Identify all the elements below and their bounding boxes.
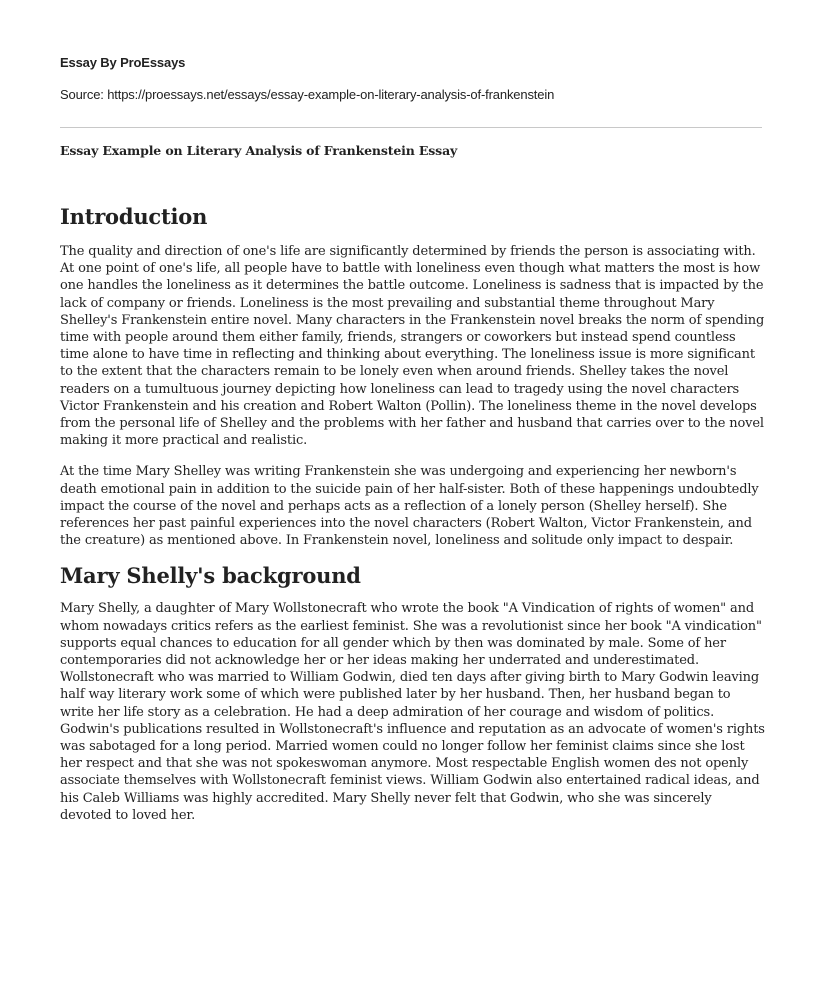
paragraph: At the time Mary Shelley was writing Frankenstein she was undergoing and experiencing her newborn's death emotional pain in addition to the suicide pain of her half-sister. Both of these happenings undoubtedly impact the course of the novel and perhaps acts as a reflection of a lonely person (Shelley herself). She references her past painful experiences into the novel characters (Robert Walton, Victor Frankenstein, and the creature) as mentioned above. In Frankenstein novel, loneliness and solitude only impact to despair. (60, 464, 759, 549)
byline: Essay By ProEssays (60, 55, 186, 70)
section-heading-introduction: Introduction (60, 204, 208, 229)
paragraph: The quality and direction of one's life are significantly determined by friends the person is associating with. At one point of one's life, all people have to battle with loneliness even though what matters the most is how one handles the loneliness as it determines the battle outcome. Loneliness is sadness that is impacted by the lack of company or friends. Loneliness is the most prevailing and substantial theme throughout Mary Shelley's Frankenstein entire novel. Many characters in the Frankenstein novel breaks the norm of spending time with people around them either family, friends, strangers or coworkers but instead spend countless time alone to have time in reflecting and thinking about everything. The loneliness issue is more significant to the extent that the characters remain to be lonely even when around friends. Shelley takes the novel readers on a tumultuous journey depicting how loneliness can lead to tragedy using the novel characters Victor Frankenstein and his creation and Robert Walton (Pollin). The loneliness theme in the novel develops from the personal life of Shelley and the problems with her father and husband that carries over to the novel making it more practical and realistic. (60, 244, 765, 449)
section-heading-background: Mary Shelly's background (60, 563, 361, 589)
essay-body (60, 196, 765, 838)
essay-title: Essay Example on Literary Analysis of Frankenstein Essay (60, 143, 458, 158)
paragraph: Mary Shelly, a daughter of Mary Wollstonecraft who wrote the book "A Vindication of rights of women" and whom nowadays critics refers as the earliest feminist. She was a revolutionist since her book "A vindication" supports equal chances to education for all gender which by then was dominated by male. Some of her contemporaries did not acknowledge her or her ideas making her underrated and underestimated. Wollstonecraft who was married to William Godwin, died ten days after giving birth to Mary Godwin leaving half way literary work some of which were published later by her husband. Then, her husband began to write her life story as a celebration. He had a deep admiration of her courage and wisdom of politics. Godwin's publications resulted in Wollstonecraft's influence and reputation as an advocate of women's rights was sabotaged for a long period. Married women could no longer follow her feminist claims since she lost her respect and that she was not spokeswoman anymore. Most respectable English women des not openly associate themselves with Wollstonecraft feminist views. William Godwin also entertained radical ideas, and his Caleb Williams was highly accredited. Mary Shelly never felt that Godwin, who she was sincerely devoted to loved her. (60, 601, 765, 823)
source-line: Source: https://proessays.net/essays/essay-example-on-literary-analysis-of-frankenstein (60, 87, 555, 102)
header-divider (60, 127, 762, 128)
